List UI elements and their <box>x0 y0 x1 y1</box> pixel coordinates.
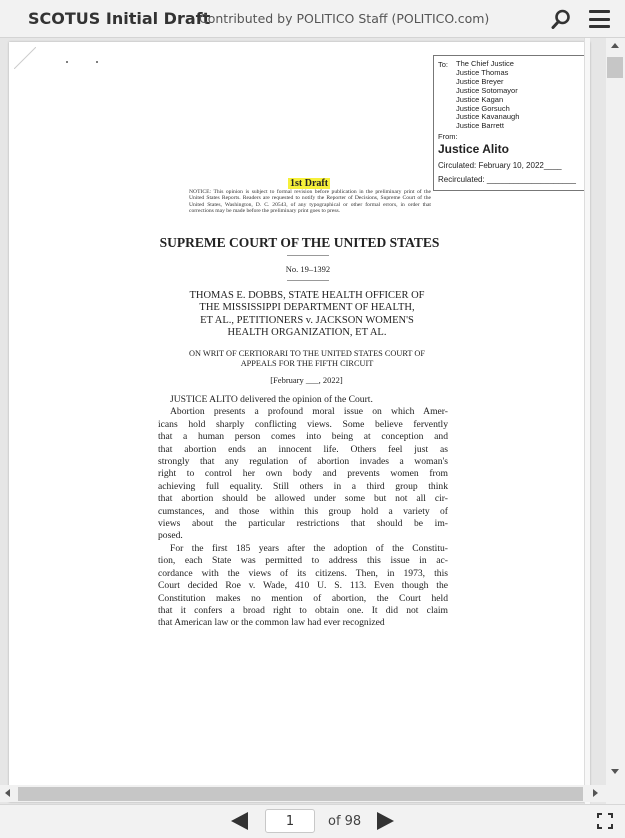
opinion-line: that it confers a broad right to obtain one. It did not claim <box>158 604 448 616</box>
divider <box>287 255 329 256</box>
opinion-line: tion, each State was permitted to address this issue in ac- <box>158 555 448 567</box>
opinion-line: icans hold sharply conflicting views. Some believe fervently <box>158 418 448 430</box>
vertical-scroll-thumb[interactable] <box>607 57 623 78</box>
opinion-line: strongly that any regulation of abortion invades a woman's <box>158 456 448 468</box>
scroll-down-arrow-icon[interactable] <box>611 769 619 774</box>
publication-notice: NOTICE: This opinion is subject to formal revision before publication in the preliminary print of the United States Reports. Readers are requested to notify the Reporter of Decisions, Supreme Court of the United States, Washington, D. C. 20543, of any typographical or other formal errors, in order that corrections may be made before the preliminary print goes to press. <box>189 189 431 214</box>
scroll-up-arrow-icon[interactable] <box>611 43 619 48</box>
stamp-to-label: To: <box>438 60 449 69</box>
page-number-input[interactable] <box>265 809 315 833</box>
next-page-icon[interactable] <box>377 812 394 830</box>
stamp-justice: Justice Gorsuch <box>456 103 510 113</box>
stamp-recirculated: Recirculated: ____________________ <box>438 175 576 184</box>
parties-line: THOMAS E. DOBBS, STATE HEALTH OFFICER OF <box>189 290 425 301</box>
stamp-justice: Justice Breyer <box>456 76 504 86</box>
document-page <box>9 42 590 802</box>
draft-label: 1st Draft <box>290 178 329 189</box>
opinion-line: Abortion presents a profound moral issue on which Amer- <box>170 406 448 418</box>
top-bar <box>0 0 625 38</box>
opinion-line: For the first 185 years after the adoption of the Constitu- <box>170 542 448 554</box>
writ-text: ON WRIT OF CERTIORARI TO THE UNITED STATES COURT OF <box>189 349 425 358</box>
stamp-justice: Justice Thomas <box>456 67 509 77</box>
stamp-justice: The Chief Justice <box>456 59 514 68</box>
opinion-line: cordance with the views of its citizens. Then, in 1973, this <box>158 567 448 579</box>
scan-speck <box>66 61 68 63</box>
document-viewer[interactable] <box>0 38 625 804</box>
stamp-justice-list <box>456 60 519 131</box>
case-parties <box>157 290 457 339</box>
opinion-line: Court decided Roe v. Wade, 410 U. S. 113. Even though the <box>158 580 448 592</box>
stamp-justice: Justice Kavanaugh <box>456 112 520 122</box>
page-fold-mark <box>14 47 36 69</box>
fullscreen-icon[interactable] <box>597 813 613 829</box>
stamp-justice: Justice Barrett <box>456 121 504 131</box>
search-icon[interactable] <box>551 9 571 29</box>
stamp-author: Justice Alito <box>438 142 509 156</box>
opinion-line: posed. <box>158 530 183 542</box>
circulation-stamp <box>433 55 586 191</box>
scan-speck <box>96 61 98 63</box>
previous-page-icon[interactable] <box>231 812 248 830</box>
stamp-justice: Justice Sotomayor <box>456 85 518 95</box>
opinion-line: that a human person comes into being at conception and <box>158 431 448 443</box>
opinion-line: Constitution makes no mention of abortion, the Court held <box>158 592 448 604</box>
writ-line <box>159 349 455 369</box>
opinion-line: that abortion ends an innocent life. Others feel just as <box>158 443 448 455</box>
scroll-right-arrow-icon[interactable] <box>593 789 598 797</box>
opinion-line: views about the particular restrictions that should be im- <box>158 518 448 530</box>
opinion-line: that abortion should be allowed under some but not all cir- <box>158 493 448 505</box>
divider <box>287 280 329 281</box>
hamburger-menu-icon[interactable] <box>589 10 610 28</box>
page-edge <box>584 38 590 804</box>
court-name: SUPREME COURT OF THE UNITED STATES <box>159 235 440 250</box>
horizontal-scroll-thumb[interactable] <box>18 787 583 801</box>
opinion-line: JUSTICE ALITO delivered the opinion of the Court. <box>170 394 373 405</box>
contributor-credit: Contributed by POLITICO Staff (POLITICO.com) <box>199 11 490 26</box>
opinion-line: right to control her own body and prevents women from <box>158 468 448 480</box>
stamp-from-label: From: <box>438 132 458 141</box>
writ-text: APPEALS FOR THE FIFTH CIRCUIT <box>240 358 374 368</box>
scroll-left-arrow-icon[interactable] <box>5 789 10 797</box>
stamp-circulated: Circulated: February 10, 2022____ <box>438 161 562 170</box>
opinion-line: achieving full equality. Still others in a third group think <box>158 480 448 492</box>
vertical-scrollbar[interactable] <box>606 38 625 804</box>
opinion-line: that American law or the common law had ever recognized <box>158 617 385 629</box>
opinion-line: cumstances, and those within this group hold a variety of <box>158 505 448 517</box>
opinion-body <box>158 394 448 630</box>
parties-line: THE MISSISSIPPI DEPARTMENT OF HEALTH, <box>199 302 415 314</box>
document-title: SCOTUS Initial Draft <box>28 9 211 28</box>
decision-date: [February ___, 2022] <box>270 375 343 385</box>
page-count-label: of 98 <box>328 814 362 829</box>
stamp-justice: Justice Kagan <box>456 94 504 104</box>
parties-line: ET AL., PETITIONERS v. JACKSON WOMEN'S <box>200 314 414 326</box>
parties-line: HEALTH ORGANIZATION, ET AL. <box>227 326 387 338</box>
case-number: No. 19–1392 <box>285 264 331 274</box>
